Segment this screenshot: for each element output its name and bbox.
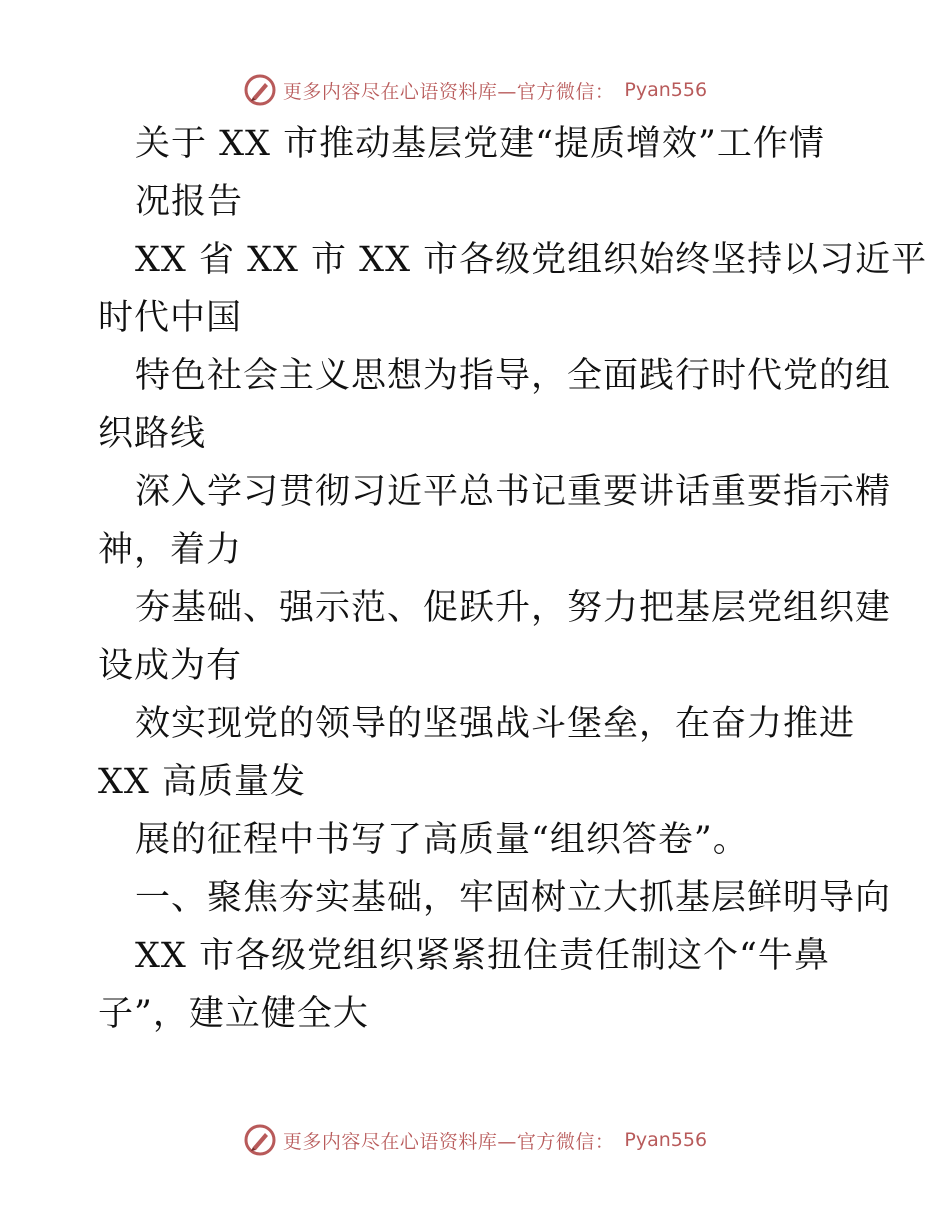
pen-logo-icon [243, 1123, 277, 1157]
body-line: 神，着力 [98, 530, 243, 570]
document-body [98, 115, 928, 1043]
watermark-id: Pyan556 [624, 79, 708, 101]
body-line: 夯基础、强示范、促跃升，努力把基层党组织建 [135, 588, 892, 628]
body-line: XX 高质量发 [98, 762, 306, 802]
body-line: 一、聚焦夯实基础，牢固树立大抓基层鲜明导向 [135, 878, 892, 918]
body-line: 织路线 [98, 414, 207, 454]
body-line: 特色社会主义思想为指导，全面践行时代党的组 [135, 356, 892, 396]
footer-watermark [0, 1120, 950, 1160]
body-line: 时代中国 [98, 298, 243, 338]
watermark-text: 更多内容尽在心语资料库—官方微信： [282, 1130, 615, 1153]
body-line: 效实现党的领导的坚强战斗堡垒，在奋力推进 [135, 704, 856, 744]
watermark-id: Pyan556 [624, 1129, 708, 1151]
body-line: XX 市各级党组织紧紧扭住责任制这个“牛鼻 [135, 936, 830, 976]
watermark-text: 更多内容尽在心语资料库—官方微信： [282, 80, 615, 103]
body-line: 设成为有 [98, 646, 243, 686]
body-line: 关于 XX 市推动基层党建“提质增效”工作情 [135, 124, 825, 164]
pen-logo-icon [243, 73, 277, 107]
header-watermark [0, 70, 950, 110]
body-line: 子”，建立健全大 [98, 994, 369, 1034]
body-line: 展的征程中书写了高质量“组织答卷”。 [135, 820, 749, 860]
body-line: XX 省 XX 市 XX 市各级党组织始终坚持以习近平 [135, 240, 928, 280]
body-line: 况报告 [135, 182, 244, 222]
body-line: 深入学习贯彻习近平总书记重要讲话重要指示精 [135, 472, 892, 512]
